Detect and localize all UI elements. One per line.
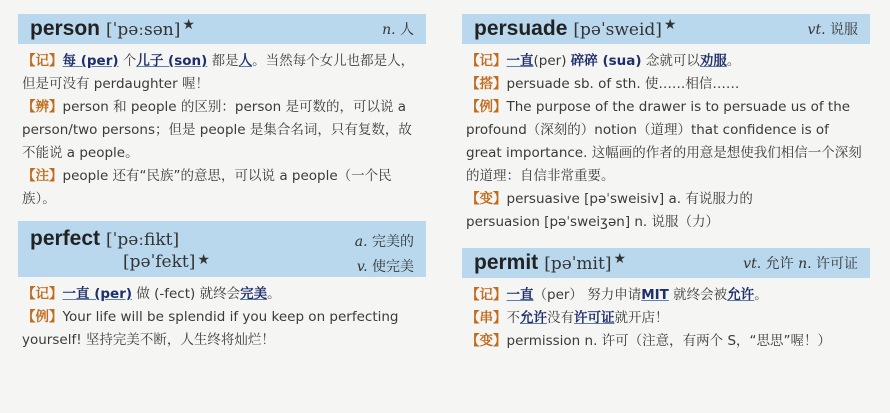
phonetic: [pəˈmit] xyxy=(544,254,612,274)
star-icon: ★ xyxy=(197,252,210,268)
text: 没有 xyxy=(547,310,574,326)
tag-ji: 【记】 xyxy=(466,287,507,303)
tag-zhu: 【注】 xyxy=(22,168,63,184)
pos-abbrev: n. xyxy=(382,22,396,38)
example-note xyxy=(466,96,866,188)
bold-text: 碎碎 (sua) xyxy=(570,53,642,69)
tag-chuan: 【串】 xyxy=(466,310,507,326)
entry-header xyxy=(18,221,426,277)
headword-group xyxy=(30,17,195,41)
entry-header xyxy=(18,14,426,44)
text: 都是 xyxy=(207,53,239,69)
text: 个 xyxy=(118,53,137,69)
headword-group xyxy=(30,227,179,251)
text: 做 (-fect) xyxy=(132,286,200,302)
memory-note xyxy=(22,283,422,306)
underlined-text: 完美 xyxy=(240,286,268,302)
text: 。 xyxy=(754,287,768,303)
part-of-speech xyxy=(743,253,858,273)
entry-body xyxy=(18,277,426,352)
entry-body xyxy=(462,44,870,234)
distinction-note xyxy=(22,96,422,165)
star-icon: ★ xyxy=(663,17,677,33)
right-column xyxy=(462,14,870,353)
entry-perfect xyxy=(18,221,426,352)
tag-li: 【例】 xyxy=(466,99,507,115)
variant-note-2 xyxy=(466,211,866,234)
text: 。 xyxy=(726,53,741,69)
star-icon: ★ xyxy=(182,17,195,33)
underlined-text: 一直 (per) xyxy=(62,286,133,302)
underlined-text: 许可证 xyxy=(574,310,615,326)
pos-abbrev: a. xyxy=(354,234,368,250)
text: persuade sb. of sth. 使……相信…… xyxy=(506,76,740,92)
gloss: 许可证 xyxy=(816,256,858,272)
underlined-text: 劝服 xyxy=(699,53,727,69)
phonetic: [pəˈfekt] xyxy=(123,252,196,272)
entry-permit xyxy=(462,248,870,353)
memory-note xyxy=(22,50,422,96)
part-of-speech xyxy=(808,19,858,39)
text: 念就可以 xyxy=(641,53,700,69)
text: person 和 people 的区别：person 是可数的，可以说 a person/two persons；但是 people 是集合名词，只有复数，故不能说 a people。 xyxy=(22,99,412,161)
chain-note xyxy=(466,307,866,330)
underlined-text: 一直 xyxy=(506,53,534,69)
text: 。当然每个女儿也都是人，但是可没有 perdaughter 喔！ xyxy=(22,53,415,92)
pos-abbrev: vt. xyxy=(743,256,762,272)
underlined-text: 允许 xyxy=(727,287,755,303)
headword: person xyxy=(30,17,101,40)
text: Your life will be splendid if you keep on perfecting yourself! 坚持完美不断，人生终将灿烂！ xyxy=(22,309,399,348)
tag-ji: 【记】 xyxy=(22,286,63,302)
memory-note xyxy=(466,284,866,307)
text: (per) xyxy=(533,53,571,69)
variant-note xyxy=(466,188,866,211)
pos-abbrev: n. xyxy=(798,256,812,272)
gloss: 允许 xyxy=(765,256,794,272)
collocation-note xyxy=(466,73,866,96)
variant-note xyxy=(466,330,866,353)
phonetic: [ˈpəːsən] xyxy=(106,20,181,40)
tag-da: 【搭】 xyxy=(466,76,507,92)
tag-bian: 【辨】 xyxy=(22,99,63,115)
tag-ji: 【记】 xyxy=(466,53,507,69)
memory-note xyxy=(466,50,866,73)
tag-ji: 【记】 xyxy=(22,53,63,69)
text: persuasion [pəˈsweiʒən] n. 说服（力） xyxy=(466,214,720,230)
gloss: 说服 xyxy=(830,22,858,38)
star-icon: ★ xyxy=(613,251,627,267)
tag-bian: 【变】 xyxy=(466,191,507,207)
underlined-text: 人 xyxy=(238,53,253,69)
phonetic: [ˈpəːfikt] xyxy=(106,230,180,250)
text: people 还有“民族”的意思，可以说 a people（一个民族）。 xyxy=(22,168,392,207)
part-of-speech xyxy=(355,231,414,251)
gloss: 人 xyxy=(400,22,414,38)
underlined-text: 每 (per) xyxy=(62,53,119,69)
underlined-text: 允许 xyxy=(520,310,547,326)
headword: permit xyxy=(474,251,539,274)
example-note xyxy=(22,306,422,352)
left-column xyxy=(18,14,426,352)
headword: persuade xyxy=(474,17,568,40)
tag-bian: 【变】 xyxy=(466,333,507,349)
underlined-text: 儿子 (son) xyxy=(136,53,208,69)
gloss: 使完美 xyxy=(372,259,414,275)
text: 就终会被 xyxy=(668,287,728,303)
entry-persuade xyxy=(462,14,870,234)
part-of-speech xyxy=(382,19,414,39)
text: 。 xyxy=(267,286,281,302)
entry-header xyxy=(462,248,870,278)
text: persuasive [pəˈsweisiv] a. 有说服力的 xyxy=(506,191,753,207)
entry-body xyxy=(18,44,426,211)
text: （per） 努力申请 xyxy=(533,287,642,303)
entry-body xyxy=(462,278,870,353)
gloss: 完美的 xyxy=(372,234,414,250)
text: 不 xyxy=(506,310,520,326)
text: 就开店！ xyxy=(614,310,669,326)
phonetic: [pəˈsweid] xyxy=(573,20,662,40)
entry-header xyxy=(462,14,870,44)
entry-person xyxy=(18,14,426,211)
headword-group xyxy=(474,251,626,275)
underlined-text: MIT xyxy=(641,287,669,303)
headword: perfect xyxy=(30,227,101,250)
usage-note xyxy=(22,165,422,211)
phonetic-2 xyxy=(123,252,210,272)
tag-li: 【例】 xyxy=(22,309,63,325)
part-of-speech xyxy=(357,256,414,276)
underlined-text: 一直 xyxy=(506,287,534,303)
headword-group xyxy=(474,17,676,41)
text: The purpose of the drawer is to persuade us of the profound（深刻的）notion（道理）that confidence is of great importance. 这幅画的作者的用意是想使我们相信一个深刻的道理：自信非常重要。 xyxy=(466,99,862,184)
pos-abbrev: vt. xyxy=(807,22,826,38)
pos-abbrev: v. xyxy=(356,259,368,275)
text: permission n. 许可（注意，有两个 S，“思思”喔！） xyxy=(506,333,832,349)
text: 就终会 xyxy=(199,286,241,302)
